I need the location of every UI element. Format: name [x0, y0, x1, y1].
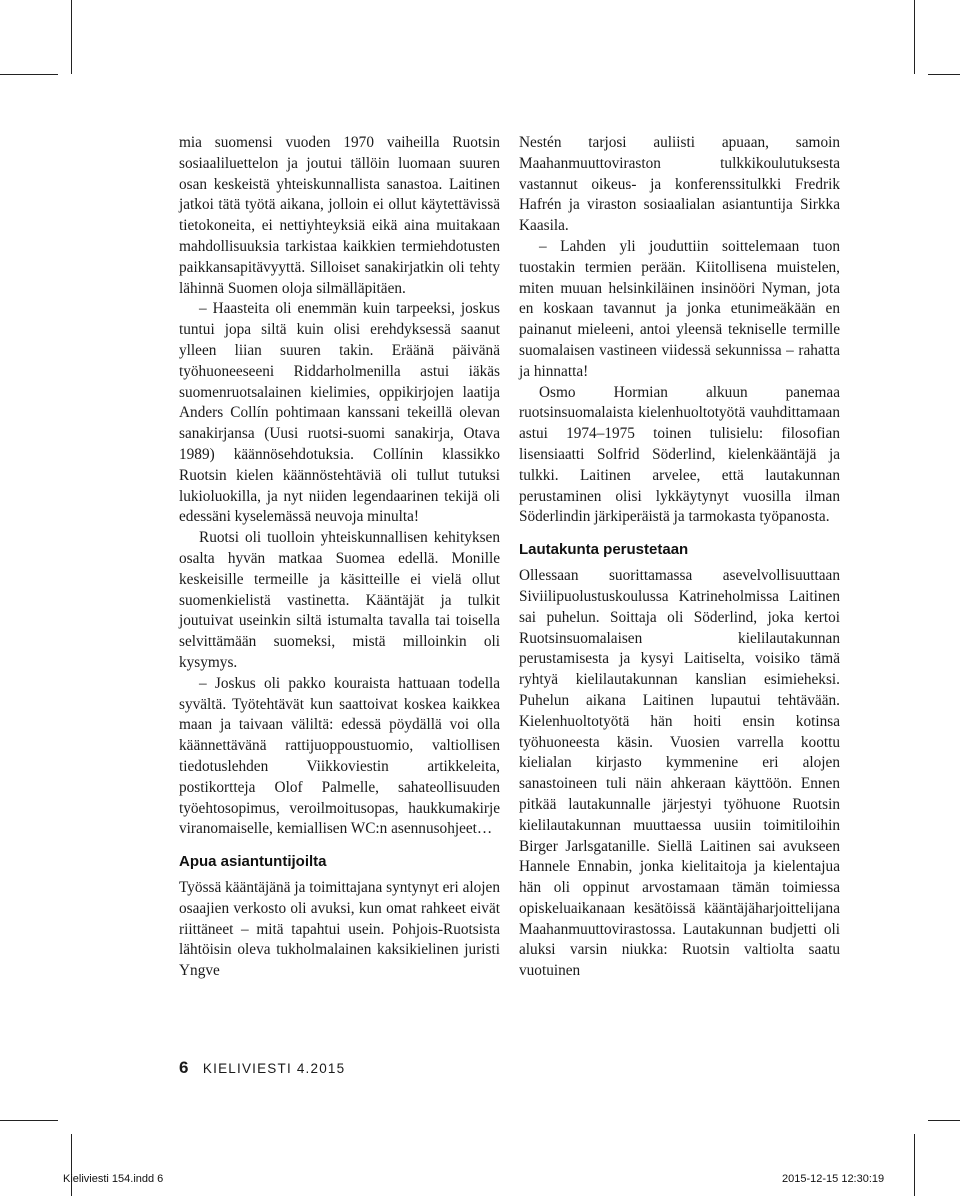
page-number: 6: [179, 1058, 189, 1077]
crop-mark: [914, 0, 915, 74]
section-heading: Apua asiantuntijoilta: [179, 853, 327, 871]
print-slug-timestamp: 2015-12-15 12:30:19: [782, 1173, 885, 1185]
print-slug-file: Kieliviesti 154.indd 6: [63, 1173, 164, 1185]
crop-mark: [928, 1120, 960, 1121]
crop-mark: [71, 0, 72, 74]
paragraph: – Joskus oli pakko kouraista hattuaan todella syvältä. Työtehtävät kun saattoivat koskea kaikkea maan ja taivaan väliltä: edessä pöydällä voi olla käännettävänä rattijuoppoustuomio, valtiollisen tiedotuslehden Viikkoviestin artikkeleita, postikortteja Olof Palmelle, sahateollisuuden työehtosopimus, veroilmoitusopas, haukkumakirje viranomaiselle, kemiallisen WC:n asennusohjeet…: [179, 674, 500, 838]
paragraph: – Haasteita oli enemmän kuin tarpeeksi, joskus tuntui jopa siltä kuin olisi erehdyksessä saanut ylleen liian suuren takin. Eräänä päivänä työhuoneeseeni Riddarholmenilla astui iäkäs suomenruotsalainen kielimies, oppikirjojen laatija Anders Collín pohtimaan kanssani tekeillä olevan sanakirjansa (Uusi ruotsi-suomi sanakirja, Otava 1989) käännösehdotuksia. Collínin klassikko Ruotsin kielen käännöstehtäviä oli tullut tutuksi lukioluokilla, ja nyt niiden legendaarinen tekijä oli edessäni kyselemässä neuvoja minulta!: [179, 300, 500, 526]
crop-mark: [0, 1120, 58, 1121]
article-column-left: [179, 133, 500, 982]
paragraph: Osmo Hormian alkuun panemaa ruotsinsuomalaista kielenhuoltotyötä vauhdittamaan astui 1974–1975 toinen tulisielu: filosofian lisensiaatti Solfrid Söderlind, kielenkääntäjä ja tulkki. Laitinen arvelee, että lautakunnan perustaminen olisi lykkäytynyt vuosilla ilman Söderlindin järkiperäistä ja tarmokasta työpanosta.: [519, 383, 840, 526]
crop-mark: [71, 1134, 72, 1196]
paragraph: Ruotsi oli tuolloin yhteiskunnallisen kehityksen osalta hyvän matkaa Suomea edellä. Monille keskeisille termeille ja käsitteille ei vielä ollut suomenkielistä vastinetta. Kääntäjät ja tulkit joutuivat useinkin siltä istumalta tavalla tai toisella selvittämään suomeksi, mistä milloinkin oli kysymys.: [179, 529, 500, 671]
paragraph: Ollessaan suorittamassa asevelvollisuuttaan Siviilipuolustuskoulussa Katrineholmissa Laitinen sai puhelun. Soittaja oli Söderlind, joka kertoi Ruotsinsuomalaisen kielilautakunnan perustamisesta ja kysyi Laitiselta, voisiko tämä ryhtyä kielilautakunnan kanslian esimieheksi. Puhelun aikana Laitinen lupautui tehtävään. Kielenhuoltotyötä hän hoiti ensin kotinsa työhuoneesta käsin. Vuosien varrella koottu kielialan kirjasto kymmenine eri alojen sanastoineen tuli näin ahkeraan käyttöön. Ennen pitkää lautakunnalle järjestyi työhuone Ruotsin kielilautakunnan muuttaessa uusiin toimitiloihin Birger Jarlsgatanille. Siellä Laitinen sai avukseen Hannele Ennabin, jonka kielitaitoja ja kielentajua hän oli oppinut arvostamaan tämän toimiessa opiskeluaikanaan kesätöissä kääntäjäharjoittelijana Maahanmuuttovirastossa. Lautakunnan budjetti oli aluksi varsin niukka: Ruotsin valtiolta saatu vuotuinen: [519, 567, 840, 980]
page-footer: [179, 1058, 345, 1078]
crop-mark: [928, 74, 960, 75]
crop-mark: [0, 74, 58, 75]
magazine-issue: KIELIVIESTI 4.2015: [202, 1061, 346, 1076]
paragraph: – Lahden yli jouduttiin soittelemaan tuon tuostakin termien perään. Kiitollisena muistelen, miten muuan helsinkiläinen insinööri Nyman, jota en koskaan tavannut ja jonka etunimeäkään en painanut mieleeni, antoi yleensä tekniselle termille suomalaisen vastineen viidessä sekunnissa – rahatta ja hinnatta!: [519, 237, 840, 380]
paragraph: Nestén tarjosi auliisti apuaan, samoin Maahanmuuttoviraston tulkkikoulutuksesta vastannut oikeus- ja konferenssitulkki Fredrik Hafrén ja viraston sosiaalialan asiantuntija Sirkka Kaasila.: [519, 134, 840, 235]
paragraph: Työssä kääntäjänä ja toimittajana syntynyt eri alojen osaajien verkosto oli avuksi, kun omat rahkeet eivät riittäneet – mitä tapahtui usein. Pohjois-Ruotsista lähtöisin oleva tukholmalainen kaksikielinen juristi Yngve: [179, 879, 500, 980]
article-column-right: [519, 133, 840, 982]
crop-mark: [914, 1134, 915, 1196]
paragraph: mia suomensi vuoden 1970 vaiheilla Ruotsin sosiaaliluettelon ja joutui tällöin luomaan suuren osan keskeistä yhteiskunnallista sanastoa. Laitinen jatkoi tätä työtä aikana, jolloin ei ollut käytettävissä tietokoneita, ei nettiyhteyksiä eikä aina muitakaan mahdollisuuksia tarkistaa kaikkien termiehdotusten paikkansapitävyyttä. Silloiset sanakirjatkin oli tehty lähinnä Suomen oloja silmälläpitäen.: [179, 134, 500, 297]
section-heading: Lautakunta perustetaan: [519, 541, 689, 559]
